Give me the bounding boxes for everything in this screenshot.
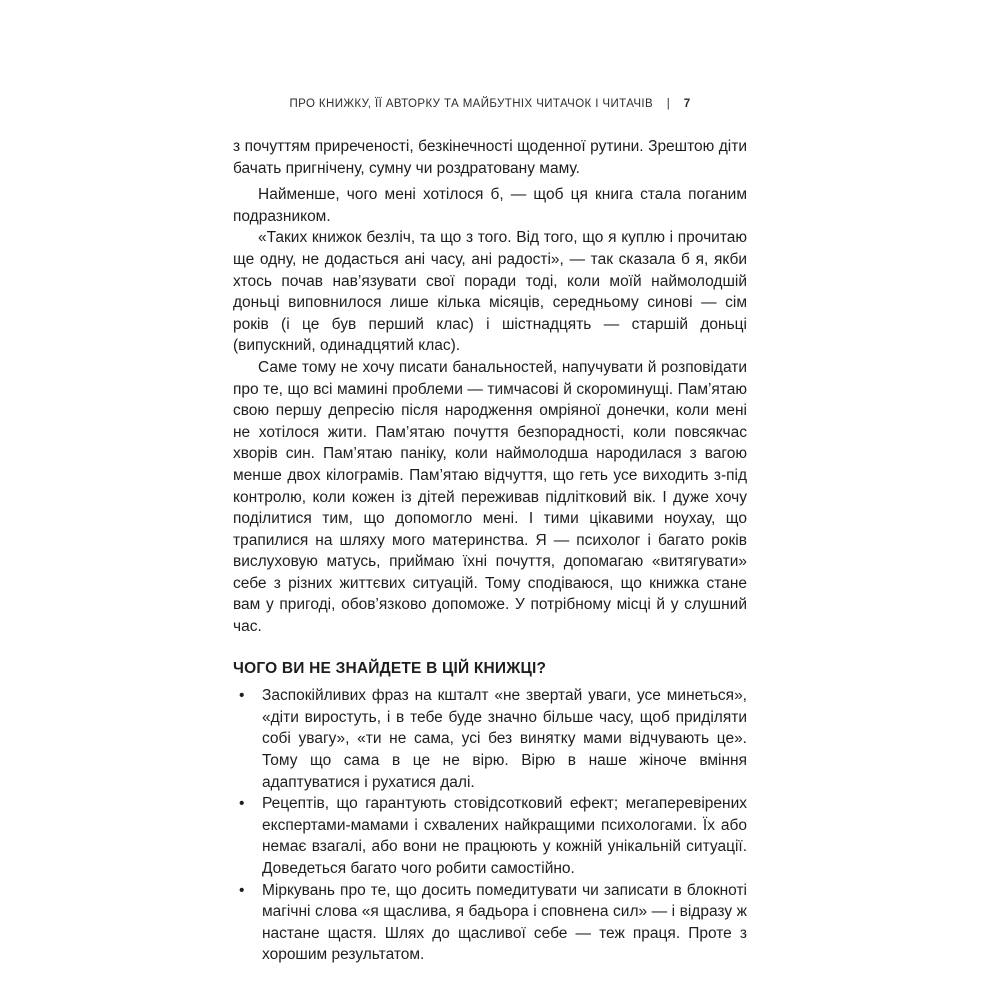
- paragraph: Найменше, чого мені хотілося б, — щоб ця книга стала поганим подразником.: [233, 186, 747, 225]
- running-header-separator: |: [666, 98, 671, 110]
- paragraph: Саме тому не хочу писати банальностей, напучувати й розповідати про те, що всі мамині проблеми — тимчасові й скороминущі. Пам’ятаю свою першу депресію після народження омріяної донечки, коли мені не хотілося жити. Пам’ятаю почуття безпорадності, коли повсякчас хворів син. Пам’ятаю паніку, коли наймолодша народилася з вагою менше двох кілограмів. Пам’ятаю відчуття, що геть усе виходить з-під контролю, коли кожен із дітей переживав підлітковий вік. І дуже хочу поділитися тим, що допомогло мені. І тими цікавими ноухау, що трапилися на шляху мого материнства. Я — психолог і багато років вислуховую матусь, приймаю їхні почуття, допомагаю «витягувати» себе з різних життєвих ситуацій. Тому сподіваюся, що книжка стане вам у пригоді, обов’язково допоможе. У потрібному місці й у слушний час.: [233, 358, 747, 636]
- paragraph: з почуттям приреченості, безкінечності щоденної рутини. Зрештою діти бачать пригнічену, сумну чи роздратовану маму.: [233, 138, 747, 177]
- list-item: [233, 793, 747, 879]
- running-header-title: ПРО КНИЖКУ, ЇЇ АВТОРКУ ТА МАЙБУТНІХ ЧИТАЧОК І ЧИТАЧІВ: [289, 98, 654, 110]
- list-item-text: Рецептів, що гарантують стовідсотковий ефект; мегаперевірених експертами-мамами і схвалених найкращими психологами. Їх або немає взагалі, або вони не працюють у кожній унікальній ситуації. Доведеться багато чого робити самостійно.: [262, 795, 747, 877]
- list-item-text: Міркувань про те, що досить помедитувати чи записати в блокноті магічні слова «я щаслива, я бадьора і сповнена сил» — і відразу ж настане щастя. Шлях до щасливої себе — теж праця. Проте з хорошим результатом.: [262, 881, 747, 964]
- bullet-icon: •: [239, 881, 245, 899]
- running-header: [233, 98, 747, 110]
- list-item: [233, 880, 747, 966]
- page-number: 7: [683, 98, 691, 110]
- bullet-icon: •: [239, 795, 245, 813]
- paragraph: «Таких книжок безліч, та що з того. Від того, що я куплю і прочитаю ще одну, не додасться ані часу, ані радості», — так сказала б я, якби хтось почав нав’язувати свої поради тоді, коли моїй наймолодшій доньці виповнилося лише кілька місяців, середньому синові — сім років (і це був перший клас) і шістнадцять — старшій доньці (випускний, одинадцятий клас).: [233, 229, 747, 355]
- page-body: [233, 136, 747, 966]
- list-item: [233, 685, 747, 793]
- book-page: [233, 98, 747, 966]
- bullet-list: [233, 685, 747, 966]
- bullet-icon: •: [239, 687, 245, 705]
- list-item-text: Заспокійливих фраз на кшталт «не звертай уваги, усе минеться», «діти виростуть, і в тебе буде значно більше часу, щоб приділяти собі увагу», «ти не сама, усі без винятку мами відчувають це». Тому що сама в це не вірю. Вірю в наше жіноче вміння адаптуватися і рухатися далі.: [262, 687, 747, 791]
- section-heading: ЧОГО ВИ НЕ ЗНАЙДЕТЕ В ЦІЙ КНИЖЦІ?: [233, 659, 547, 677]
